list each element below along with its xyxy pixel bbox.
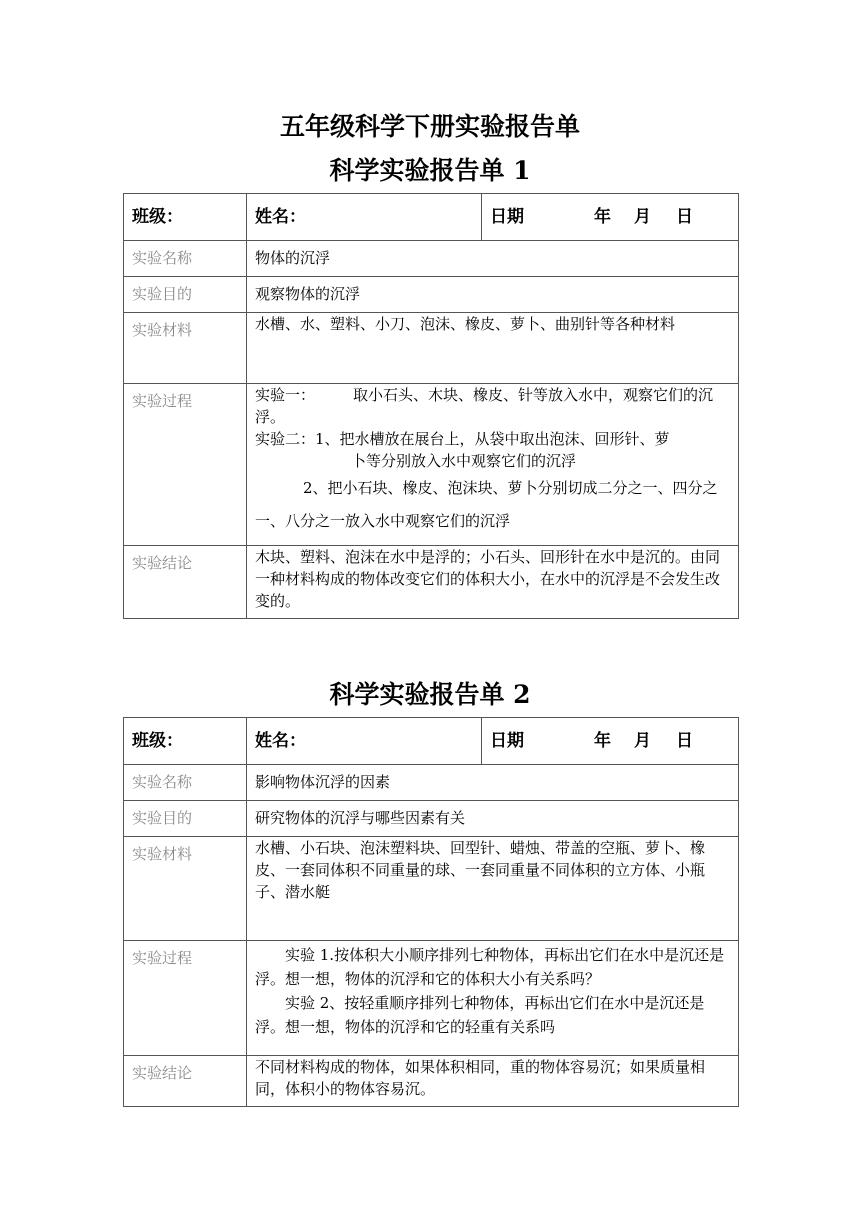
experiment-process-row <box>124 941 739 1056</box>
row-label: 实验结论 <box>124 1056 247 1107</box>
year-label: 年 <box>594 731 611 751</box>
date-cell <box>482 194 739 241</box>
experiment-process-value <box>247 384 739 546</box>
report-table-2 <box>123 717 739 1107</box>
experiment-name-row <box>124 241 739 277</box>
experiment-purpose-row <box>124 277 739 313</box>
month-label: 月 <box>634 207 651 227</box>
process-step-2-continued: 卜等分别放入水中观察它们的沉浮 <box>351 452 577 470</box>
process-step-3: 2、把小石块、橡皮、泡沫块、萝卜分别切成二分之一、四分之一、八分之一放入水中观察它们的沉浮 <box>255 479 718 530</box>
experiment-materials-value: 水槽、水、塑料、小刀、泡沫、橡皮、萝卜、曲别针等各种材料 <box>247 313 739 384</box>
experiment-conclusion-row <box>124 1056 739 1107</box>
experiment-conclusion-value: 不同材料构成的物体，如果体积相同，重的物体容易沉；如果质量相同，体积小的物体容易沉。 <box>247 1056 739 1107</box>
day-label: 日 <box>676 207 693 227</box>
header-row <box>124 718 739 765</box>
experiment-materials-row <box>124 837 739 941</box>
process-step-2: 实验 2、按轻重顺序排列七种物体，再标出它们在水中是沉还是浮。想一想，物体的沉浮和它的轻重有关系吗 <box>255 994 705 1036</box>
row-label: 实验过程 <box>124 384 247 546</box>
row-label: 实验材料 <box>124 313 247 384</box>
experiment-conclusion-row <box>124 546 739 619</box>
experiment-conclusion-value: 木块、塑料、泡沫在水中是浮的；小石头、回形针在水中是沉的。由同一种材料构成的物体改变它们的体积大小，在水中的沉浮是不会发生改变的。 <box>247 546 739 619</box>
date-label: 日期 <box>490 207 524 227</box>
class-label: 班级： <box>124 718 247 765</box>
experiment-materials-row <box>124 313 739 384</box>
name-label: 姓名： <box>247 194 482 241</box>
row-label: 实验材料 <box>124 837 247 941</box>
row-label: 实验名称 <box>124 241 247 277</box>
day-label: 日 <box>676 731 693 751</box>
experiment-process-row <box>124 384 739 546</box>
experiment-name-value: 物体的沉浮 <box>247 241 739 277</box>
process-step-1 <box>255 384 732 428</box>
experiment-name-value: 影响物体沉浮的因素 <box>247 765 739 801</box>
experiment-process-value <box>247 941 739 1056</box>
document-title: 五年级科学下册实验报告单 <box>279 112 580 141</box>
name-label: 姓名： <box>247 718 482 765</box>
process-step-2: 实验二：1、把水槽放在展台上，从袋中取出泡沫、回形针、萝 <box>255 430 670 448</box>
row-label: 实验过程 <box>124 941 247 1056</box>
report-title-1: 科学实验报告单 1 <box>329 156 531 185</box>
row-label: 实验名称 <box>124 765 247 801</box>
row-label: 实验结论 <box>124 546 247 619</box>
month-label: 月 <box>634 731 651 751</box>
experiment-purpose-value: 观察物体的沉浮 <box>247 277 739 313</box>
row-label: 实验目的 <box>124 801 247 837</box>
class-label: 班级： <box>124 194 247 241</box>
experiment-materials-value: 水槽、小石块、泡沫塑料块、回型针、蜡烛、带盖的空瓶、萝卜、橡皮、一套同体积不同重量的球、一套同重量不同体积的立方体、小瓶子、潜水艇 <box>247 837 739 941</box>
step-heading: 实验一： <box>255 386 316 404</box>
header-row <box>124 194 739 241</box>
row-label: 实验目的 <box>124 277 247 313</box>
report-table-1 <box>123 193 739 619</box>
experiment-purpose-row <box>124 801 739 837</box>
report-title-2: 科学实验报告单 2 <box>329 680 531 709</box>
experiment-name-row <box>124 765 739 801</box>
year-label: 年 <box>594 207 611 227</box>
experiment-purpose-value: 研究物体的沉浮与哪些因素有关 <box>247 801 739 837</box>
date-cell <box>482 718 739 765</box>
date-label: 日期 <box>490 731 524 751</box>
step-text: 取小石头、木块、橡皮、针等放入水中，观察它们的沉浮。 <box>255 386 714 426</box>
process-step-1: 实验 1.按体积大小顺序排列七种物体，再标出它们在水中是沉还是浮。想一想，物体的沉浮和它的体积大小有关系吗？ <box>255 946 725 988</box>
